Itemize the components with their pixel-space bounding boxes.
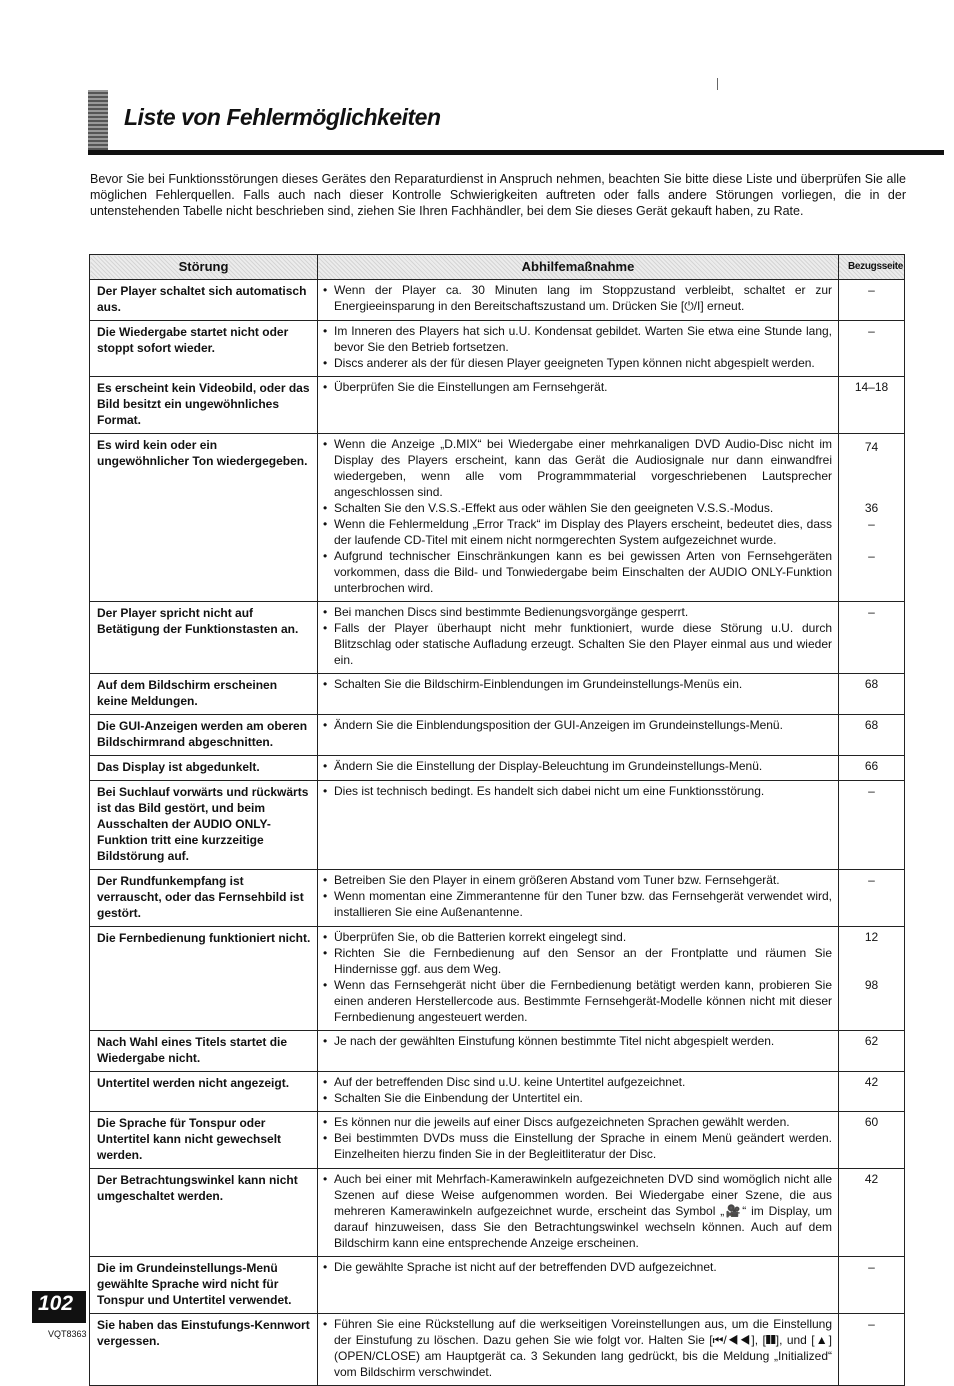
remedy-item: • Führen Sie eine Rückstellung auf die werkseitigen Voreinstellungen aus, um die Einstellung der Einstufung zu löschen. Dazu gehen Sie wie folgt vor. Halten Sie [⏮/◀◀], [❚❚], und [▲] (OPEN/CLOSE) am Hauptgerät ca. 3 Sekunden lang gedrückt, bis die Meldung „Initialized“ vom Bildschirm verschwindet. [323, 1316, 832, 1380]
remedy-item: • Schalten Sie die Einbendung der Untertitel ein. [323, 1090, 832, 1106]
remedy-cell [318, 870, 839, 927]
remedy-item: • Bei bestimmten DVDs muss die Einstellung der Sprache in einem Menü geändert werden. Einzelheiten hierzu finden Sie in der Begleitliteratur der Disc. [323, 1130, 832, 1162]
problem-cell: Bei Suchlauf vorwärts und rückwärts ist das Bild gestört, und beim Ausschalten der AUDIO ONLY-Funktion tritt eine kurzzeitige Bildstörung auf. [90, 781, 318, 870]
reference-page: 66 [864, 759, 879, 773]
table-row [90, 870, 905, 927]
table-row [90, 1072, 905, 1112]
problem-cell: Die Fernbedienung funktioniert nicht. [90, 927, 318, 1031]
reference-page: 98 [864, 978, 879, 992]
table-row [90, 756, 905, 781]
remedy-cell [318, 321, 839, 377]
table-row [90, 715, 905, 756]
reference-cell [839, 280, 905, 321]
problem-cell: Auf dem Bildschirm erscheinen keine Meldungen. [90, 674, 318, 715]
remedy-item: • Die gewählte Sprache ist nicht auf der betreffenden DVD aufgezeichnet. [323, 1259, 832, 1275]
remedy-cell [318, 377, 839, 434]
reference-page: 68 [864, 718, 879, 732]
table-row [90, 602, 905, 674]
header-problem: Störung [90, 255, 318, 280]
title-decoration [88, 90, 108, 154]
remedy-cell [318, 602, 839, 674]
reference-cell [839, 1169, 905, 1257]
margin-tick [717, 78, 718, 90]
remedy-cell [318, 674, 839, 715]
reference-page: – [868, 1260, 875, 1274]
reference-cell [839, 377, 905, 434]
remedy-item: • Wenn die Anzeige „D.MIX“ bei Wiedergabe einer mehrkanaligen DVD Audio-Disc nicht im Display des Players erscheint, kann das Gerät die Audiosignale nur dann einwandfrei wiedergeben, wenn alle vom Programmmaterial vorgeschriebenen Lautsprecher angeschlossen sind. [323, 436, 832, 500]
problem-cell: Die Sprache für Tonspur oder Untertitel kann nicht gewechselt werden. [90, 1112, 318, 1169]
reference-page: 36 [864, 501, 879, 515]
reference-page: 12 [864, 930, 879, 944]
reference-cell [839, 1314, 905, 1386]
reference-cell [839, 781, 905, 870]
remedy-item: • Wenn der Player ca. 30 Minuten lang im Stoppzustand verbleibt, schaltet er zur Energieeinsparung in den Bereitschaftszustand um. Drücken Sie [⏻/I] erneut. [323, 282, 832, 314]
remedy-item: • Falls der Player überhaupt nicht mehr funktioniert, wurde diese Störung u.U. durch Blitzschlag oder statische Aufladung erzeugt. Schalten Sie den Player einmal aus und wieder ein. [323, 620, 832, 668]
reference-page: 14–18 [854, 380, 889, 394]
remedy-cell [318, 1112, 839, 1169]
problem-cell: Untertitel werden nicht angezeigt. [90, 1072, 318, 1112]
troubleshooting-table [89, 254, 905, 1386]
remedy-item: • Betreiben Sie den Player in einem größeren Abstand vom Tuner bzw. Fernsehgerät. [323, 872, 832, 888]
reference-page: 42 [864, 1075, 879, 1089]
remedy-item: • Es können nur die jeweils auf einer Discs aufgezeichneten Sprachen gewählt werden. [323, 1114, 832, 1130]
remedy-item: • Wenn momentan eine Zimmerantenne für den Tuner bzw. das Fernsehgerät verwendet wird, installieren Sie eine Außenantenne. [323, 888, 832, 920]
reference-cell [839, 1257, 905, 1314]
table-row [90, 280, 905, 321]
remedy-cell [318, 1072, 839, 1112]
problem-cell: Das Display ist abgedunkelt. [90, 756, 318, 781]
remedy-item: • Dies ist technisch bedingt. Es handelt sich dabei nicht um eine Funktionsstörung. [323, 783, 832, 799]
reference-cell [839, 602, 905, 674]
reference-cell [839, 1031, 905, 1072]
reference-page: – [868, 324, 875, 338]
reference-page: – [868, 1317, 875, 1331]
remedy-cell [318, 1257, 839, 1314]
remedy-item: • Discs anderer als der für diesen Player geeigneten Typen können nicht abgespielt werden. [323, 355, 832, 371]
problem-cell: Die GUI-Anzeigen werden am oberen Bildschirmrand abgeschnitten. [90, 715, 318, 756]
problem-cell: Der Player spricht nicht auf Betätigung der Funktionstasten an. [90, 602, 318, 674]
remedy-cell [318, 781, 839, 870]
problem-cell: Es wird kein oder ein ungewöhnlicher Ton wiedergegeben. [90, 434, 318, 602]
problem-cell: Der Player schaltet sich automatisch aus. [90, 280, 318, 321]
reference-page: – [868, 517, 875, 531]
table-row [90, 1031, 905, 1072]
reference-page: – [868, 549, 875, 563]
remedy-item: • Richten Sie die Fernbedienung auf den Sensor an der Frontplatte und räumen Sie Hindernisse ggf. aus dem Weg. [323, 945, 832, 977]
reference-cell [839, 870, 905, 927]
reference-cell [839, 1072, 905, 1112]
page-number: 102 [38, 1292, 74, 1315]
problem-cell: Es erscheint kein Videobild, oder das Bild besitzt ein ungewöhnliches Format. [90, 377, 318, 434]
remedy-item: • Überprüfen Sie die Einstellungen am Fernsehgerät. [323, 379, 832, 395]
problem-cell: Der Betrachtungswinkel kann nicht umgeschaltet werden. [90, 1169, 318, 1257]
table-row [90, 1257, 905, 1314]
page-title: Liste von Fehlermöglichkeiten [124, 104, 441, 130]
reference-cell [839, 1112, 905, 1169]
title-rule [88, 150, 944, 155]
problem-cell: Der Rundfunkempfang ist verrauscht, oder das Fernsehbild ist gestört. [90, 870, 318, 927]
table-row [90, 321, 905, 377]
reference-cell [839, 674, 905, 715]
remedy-item: • Ändern Sie die Einblendungsposition der GUI-Anzeigen im Grundeinstellungs-Menü. [323, 717, 832, 733]
remedy-item: • Auch bei einer mit Mehrfach-Kamerawinkeln aufgezeichneten DVD sind womöglich nicht alle Szenen auf diese Weise aufgenommen worden. Bei Wiedergabe einer Szene, die aus mehreren Kamerawinkeln aufgezeichnet wurde, erscheint das Symbol „🎥“ im Display, um darauf hinzuweisen, dass Sie den Betrachtungswinkel wechseln können. Auch auf dem Bildschirm kann eine entsprechende Anzeige erscheinen. [323, 1171, 832, 1251]
remedy-item: • Überprüfen Sie, ob die Batterien korrekt eingelegt sind. [323, 929, 832, 945]
reference-cell [839, 321, 905, 377]
reference-cell [839, 927, 905, 1031]
reference-cell [839, 715, 905, 756]
remedy-cell [318, 1169, 839, 1257]
intro-paragraph: Bevor Sie bei Funktionsstörungen dieses Gerätes den Reparaturdienst in Anspruch nehmen, beachten Sie bitte diese Liste und überprüfen Sie alle möglichen Fehlerquellen. Falls auch nach dieser Kontrolle Schwierigkeiten auftreten oder falls andere Störungen vorliegen, die in der untenstehenden Tabelle nicht beschrieben sind, ziehen Sie Ihren Fachhändler, bei dem Sie dieses Gerät gekauft haben, zu Rate. [90, 172, 906, 218]
remedy-item: • Bei manchen Discs sind bestimmte Bedienungsvorgänge gesperrt. [323, 604, 832, 620]
reference-page: 60 [864, 1115, 879, 1129]
remedy-item: • Je nach der gewählten Einstufung können bestimmte Titel nicht abgespielt werden. [323, 1033, 832, 1049]
problem-cell: Die Wiedergabe startet nicht oder stoppt sofort wieder. [90, 321, 318, 377]
table-row [90, 1169, 905, 1257]
table-row [90, 377, 905, 434]
reference-page: 68 [864, 677, 879, 691]
remedy-cell [318, 756, 839, 781]
remedy-cell [318, 280, 839, 321]
remedy-item: • Schalten Sie den V.S.S.-Effekt aus oder wählen Sie den geeigneten V.S.S.-Modus. [323, 500, 832, 516]
problem-cell: Die im Grundeinstellungs-Menü gewählte Sprache wird nicht für Tonspur und Untertitel verwendet. [90, 1257, 318, 1314]
table-row [90, 674, 905, 715]
problem-cell: Sie haben das Einstufungs-Kennwort vergessen. [90, 1314, 318, 1386]
remedy-cell [318, 927, 839, 1031]
document-code: VQT8363 [48, 1329, 87, 1339]
remedy-item: • Auf der betreffenden Disc sind u.U. keine Untertitel aufgezeichnet. [323, 1074, 832, 1090]
reference-page: 42 [864, 1172, 879, 1186]
table-header-row [90, 255, 905, 280]
remedy-cell [318, 434, 839, 602]
remedy-item: • Ändern Sie die Einstellung der Display-Beleuchtung im Grundeinstellungs-Menü. [323, 758, 832, 774]
remedy-item: • Im Inneren des Players hat sich u.U. Kondensat gebildet. Warten Sie etwa eine Stunde lang, bevor Sie den Betrieb fortsetzen. [323, 323, 832, 355]
header-remedy: Abhilfemaßnahme [318, 255, 839, 280]
remedy-cell [318, 1031, 839, 1072]
remedy-item: • Wenn das Fernsehgerät nicht über die Fernbedienung betätigt werden kann, probieren Sie einen anderen Herstellercode aus. Bestimmte Fernsehgerät-Modelle können nicht mit dieser Fernbedienung angesteuert werden. [323, 977, 832, 1025]
remedy-item: • Wenn die Fehlermeldung „Error Track“ im Display des Players erscheint, bedeutet dies, dass der laufende CD-Titel mit einem nicht normgerechten System aufgezeichnet wurde. [323, 516, 832, 548]
reference-cell [839, 756, 905, 781]
table-row [90, 1112, 905, 1169]
remedy-item: • Aufgrund technischer Einschränkungen kann es bei gewissen Arten von Fernsehgeräten vorkommen, dass die Bild- und Tonwiedergabe beim Einschalten der AUDIO ONLY-Funktion unterbrochen wird. [323, 548, 832, 596]
header-reference: Bezugsseite [839, 255, 905, 280]
reference-page: – [868, 873, 875, 887]
remedy-cell [318, 715, 839, 756]
reference-page: 62 [864, 1034, 879, 1048]
table-row [90, 781, 905, 870]
table-row [90, 434, 905, 602]
remedy-cell [318, 1314, 839, 1386]
table-row [90, 927, 905, 1031]
reference-page: 74 [864, 439, 879, 454]
problem-cell: Nach Wahl eines Titels startet die Wiedergabe nicht. [90, 1031, 318, 1072]
reference-cell [839, 434, 905, 602]
reference-page: – [868, 605, 875, 619]
remedy-item: • Schalten Sie die Bildschirm-Einblendungen im Grundeinstellungs-Menüs ein. [323, 676, 832, 692]
table-row [90, 1314, 905, 1386]
reference-page: – [868, 283, 875, 297]
reference-page: – [868, 784, 875, 798]
